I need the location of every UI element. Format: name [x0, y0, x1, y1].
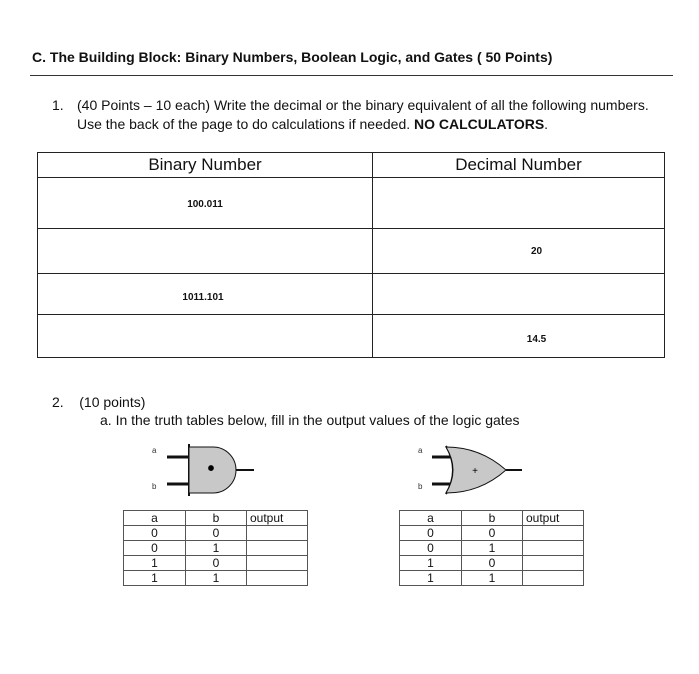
or-truth-table: [399, 510, 584, 586]
or-gate-icon: [430, 440, 530, 500]
question-2: [52, 394, 145, 410]
tt-cell-a: 1: [400, 571, 462, 586]
tt-cell-a: 0: [400, 541, 462, 556]
table-row: [38, 315, 665, 358]
table-row: [400, 541, 584, 556]
table-row: [38, 274, 665, 315]
conversion-table-header: [38, 153, 665, 178]
table-row: [38, 178, 665, 229]
tt-output-cell[interactable]: [247, 556, 308, 571]
or-gate-input-b-label: b: [418, 482, 423, 491]
tt-output-cell[interactable]: [247, 571, 308, 586]
tt-cell-a: 1: [124, 556, 186, 571]
binary-cell[interactable]: [38, 229, 373, 274]
header-decimal: Decimal Number: [373, 153, 665, 178]
and-gate-input-a-label: a: [152, 446, 157, 455]
question-1-emphasis: NO CALCULATORS: [414, 116, 545, 132]
tt-cell-b: 1: [186, 541, 247, 556]
title-divider: [30, 75, 673, 76]
question-1-instructions: (40 Points – 10 each) Write the decimal or the binary equivalent of all the following numbers. Use the back of the page to do calculations if needed.: [77, 97, 649, 132]
binary-cell[interactable]: [38, 274, 373, 315]
tt-cell-a: 0: [124, 526, 186, 541]
question-1-number: 1.: [52, 97, 64, 113]
header-binary: Binary Number: [38, 153, 373, 178]
tt-header-b: b: [186, 511, 247, 526]
binary-cell[interactable]: [38, 315, 373, 358]
tt-cell-b: 1: [462, 571, 523, 586]
tt-output-cell[interactable]: [523, 556, 584, 571]
table-row: [400, 556, 584, 571]
decimal-cell[interactable]: [373, 274, 665, 315]
conversion-table: [37, 152, 665, 358]
table-row: [400, 571, 584, 586]
tt-output-cell[interactable]: [247, 541, 308, 556]
question-2-text: (10 points): [79, 394, 146, 410]
section-title: C. The Building Block: Binary Numbers, Boolean Logic, and Gates ( 50 Points): [32, 49, 553, 65]
tt-cell-b: 0: [462, 556, 523, 571]
decimal-cell[interactable]: [373, 229, 665, 274]
tt-cell-b: 1: [462, 541, 523, 556]
and-truth-table: [123, 510, 308, 586]
tt-cell-a: 1: [124, 571, 186, 586]
tt-output-cell[interactable]: [247, 526, 308, 541]
and-gate-input-b-label: b: [152, 482, 157, 491]
decimal-cell[interactable]: [373, 315, 665, 358]
tt-cell-a: 1: [400, 556, 462, 571]
tt-cell-b: 0: [186, 556, 247, 571]
tt-header-output: output: [247, 511, 308, 526]
table-row: [124, 556, 308, 571]
or-gate-input-a-label: a: [418, 446, 423, 455]
table-row: [124, 526, 308, 541]
tt-header-b: b: [462, 511, 523, 526]
question-2a-text: a. In the truth tables below, fill in the output values of the logic gates: [100, 412, 520, 428]
tt-cell-a: 0: [124, 541, 186, 556]
tt-cell-b: 0: [186, 526, 247, 541]
or-gate-symbol: +: [472, 466, 478, 477]
tt-output-cell[interactable]: [523, 526, 584, 541]
binary-cell[interactable]: [38, 178, 373, 229]
and-gate-icon: [165, 440, 265, 500]
and-gate-symbol: •: [207, 458, 215, 480]
question-1-text: (40 Points – 10 each) Write the decimal or the binary equivalent of all the following numbers. Use the back of the page to do calculations if needed. NO CALCULATORS.: [77, 97, 649, 132]
tt-output-cell[interactable]: [523, 571, 584, 586]
truth-table-header: [124, 511, 308, 526]
truth-table-header: [400, 511, 584, 526]
table-row: [124, 541, 308, 556]
table-row: [400, 526, 584, 541]
table-row: [124, 571, 308, 586]
decimal-value: 20: [530, 245, 543, 257]
decimal-value: 14.5: [526, 333, 547, 345]
tt-cell-a: 0: [400, 526, 462, 541]
binary-value: 100.011: [187, 198, 223, 210]
tt-output-cell[interactable]: [523, 541, 584, 556]
tt-header-a: a: [124, 511, 186, 526]
question-2-number: 2.: [52, 394, 64, 410]
tt-header-output: output: [523, 511, 584, 526]
decimal-cell[interactable]: [373, 178, 665, 229]
tt-header-a: a: [400, 511, 462, 526]
binary-value: 1011.101: [182, 291, 224, 303]
tt-cell-b: 1: [186, 571, 247, 586]
tt-cell-b: 0: [462, 526, 523, 541]
table-row: [38, 229, 665, 274]
